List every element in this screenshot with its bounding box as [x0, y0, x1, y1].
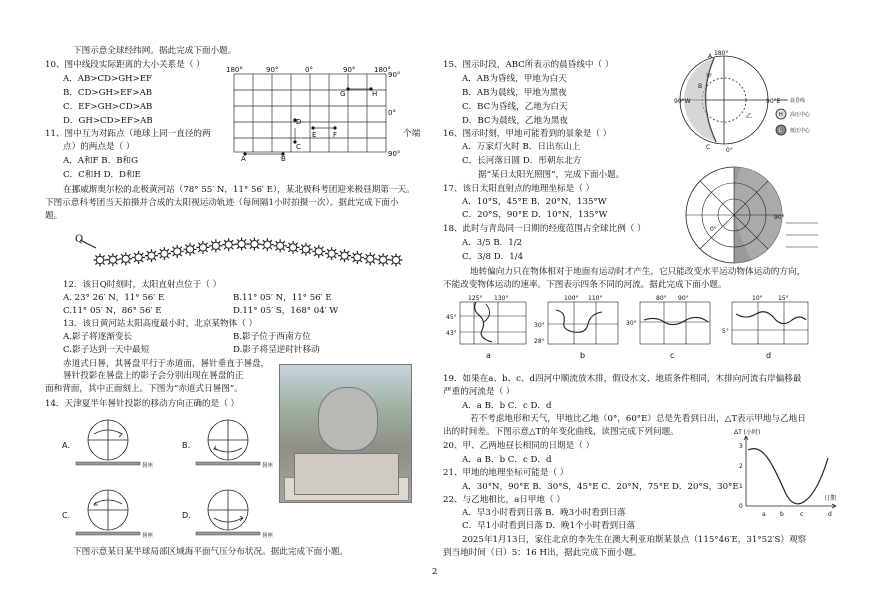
sun-icon: [94, 254, 107, 267]
sun-icon: [390, 254, 403, 267]
q16-options-2: C．长河落日圆 D．彤朝东北方: [462, 156, 582, 166]
river-a-mark: 43°: [446, 330, 457, 337]
river-a-mark: 130°: [494, 295, 509, 302]
page-number: 2: [432, 567, 438, 577]
beijing-intro-2: 到当地时间（日）5：16 H出，据此完成下面小题。: [443, 548, 642, 558]
q12-option-c: C.11° 05′ N，86° 56′ E: [63, 306, 162, 316]
grid-point-label: F: [333, 131, 338, 139]
globe-terminator-figure: [676, 48, 836, 158]
river-c-mark: 90°: [678, 295, 689, 302]
q22-stem: 22、与乙地相比，a日甲地（ ）: [443, 495, 565, 505]
grid-point-label: H: [372, 90, 378, 98]
sun-icon: [184, 243, 197, 256]
river-b-mark: 110°: [588, 295, 603, 302]
sun-icon: [209, 239, 222, 252]
sun-icon: [325, 247, 338, 260]
river-d-label: d: [766, 351, 772, 360]
sunrise-intro-1: 若不考虑地形和天气，甲地比乙地（0°，60°E）总是先看到日出，△T表示甲地与乙地日: [470, 414, 806, 424]
delta-t-xlabel: 日期: [824, 495, 837, 502]
polar-illumination-figure: [682, 163, 822, 271]
delta-t-xtick: c: [800, 511, 804, 518]
q19-options: A．a B．b C．c D．d: [462, 401, 552, 411]
grid-point-label: E: [312, 131, 317, 139]
sun-icon: [235, 238, 248, 251]
q15-option-d: D．BC为晨线，乙地为黑夜: [462, 116, 568, 126]
q10-stem: 10、图中线段实际距离的大小关系是（ ）: [45, 60, 205, 70]
river-d-mark: 10°: [752, 295, 763, 302]
sun-icon: [338, 249, 351, 262]
q17-options-2: C．20°S，90°E D．10°N，135°W: [462, 210, 608, 220]
delta-t-ytick: 2: [739, 463, 743, 470]
arctic-intro-2: 下图示意科考团当天拍摄并合成的太阳视运动轨迹（每间隔1小时拍摄一次）。据此完成下面小: [45, 198, 399, 208]
legend-low: 低压中心: [790, 128, 811, 134]
river-d-mark: 15°: [778, 295, 789, 302]
sunrise-intro-2: 出的时间差。下图示意△T的年变化曲线，读图完成下列问题。: [443, 427, 679, 437]
arctic-intro-3: 题。: [45, 211, 63, 221]
q10-option-c: C．EF>GH>CD>AB: [63, 102, 153, 112]
dial-base-label: 晷座: [142, 463, 154, 469]
sun-icon: [248, 238, 261, 251]
sun-icon: [312, 245, 325, 258]
globe-label-left: 90°W: [674, 98, 691, 105]
q20-stem: 20、甲、乙两地昼长相同的日期是（ ）: [443, 441, 595, 451]
delta-t-xtick: d: [828, 511, 832, 518]
river-b-mark: 100°: [564, 295, 579, 302]
sundial-photo: [279, 364, 412, 503]
sun-trajectory-figure: [78, 222, 408, 277]
q13-option-c: C.影子达到一天中最短: [63, 345, 150, 355]
arctic-intro-1: 在挪威斯奥尔松的北极黄河站（78° 55′ N，11° 56′ E），某北极科考团迎来极昼期第一天。: [63, 185, 415, 195]
q13-option-b: B.影子位于西南方位: [233, 332, 311, 342]
sundial-options-figure: [60, 410, 280, 542]
sun-icon: [145, 249, 158, 262]
q15-option-a: A．AB为昏线，甲地为白天: [462, 74, 567, 84]
q16-note: 据“某日太阳光照图”，完成下面小题。: [478, 170, 625, 180]
delta-t-xtick: a: [762, 511, 766, 518]
sun-icon: [377, 253, 390, 266]
dial-base-label: 晷座: [142, 533, 154, 539]
legend-high-mark: H: [779, 112, 783, 118]
polar-label: 0°: [710, 226, 717, 233]
sun-icon: [274, 239, 287, 252]
q19-stem-1: 19．如果在a、b、c、d四河中顺流放木排，假设水文、地质条件相同，木排向河流右岸偏移最: [443, 374, 802, 384]
q17-stem: 17、该日太阳直射点的地理坐标是（ ）: [443, 184, 595, 194]
globe-label-top: 180°: [714, 50, 729, 57]
grid-lat-label: 0°: [388, 109, 396, 117]
q22-options-2: C．早1小时看到日落 D．晚1个小时看到日落: [462, 521, 636, 531]
sun-icon: [196, 241, 209, 254]
globe-point-label: C: [706, 144, 711, 151]
grid-lat-label: 90°: [388, 150, 401, 158]
q18-options-2: C．3/8 D．1/4: [462, 252, 524, 262]
pressure-intro: 下图示意某日某半球局部区域海平面气压分布状况。据此完成下面小题。: [73, 547, 349, 557]
q11-options-2: C．C和H D．D和E: [63, 170, 141, 180]
sun-icon: [171, 245, 184, 258]
q19-stem-2: 严重的河流是（ ）: [443, 387, 515, 397]
river-c-mark: 80°: [656, 295, 667, 302]
q13-option-a: A.影子将逐渐变长: [63, 332, 133, 342]
delta-t-chart: [730, 428, 842, 520]
sun-icon: [119, 252, 132, 265]
delta-t-ytick: 3: [739, 443, 743, 450]
q15-option-b: B．AB为晨线，甲地为黑夜: [462, 88, 567, 98]
river-c-mark: 30°: [626, 320, 637, 327]
dial-option-a-label: A.: [62, 441, 70, 450]
dial-option-c-label: C.: [62, 511, 71, 520]
dial-option-b-label: B.: [182, 441, 191, 450]
q14-stem: 14．天津夏半年晷针投影的移动方向正确的是（ ）: [45, 399, 240, 409]
q11-stem-2: 点）的两点是（ ）: [63, 142, 135, 152]
sun-icon: [261, 238, 274, 251]
q10-option-d: D．GH>CD>EF>AB: [63, 116, 153, 126]
q12-option-a: A. 23° 26′ N，11° 56′ E: [63, 293, 165, 303]
q15-option-c: C．BC为昏线，乙地为白天: [462, 102, 568, 112]
river-b-mark: 30°: [534, 322, 545, 329]
grid-point-label: C: [296, 143, 301, 151]
sun-icon: [106, 253, 119, 266]
grid-lon-label: 180°: [226, 66, 243, 74]
latlong-grid-figure: [226, 62, 401, 162]
legend-terminator: 晨昏线: [790, 98, 806, 104]
grid-point-label: A: [241, 155, 246, 163]
q15-stem: 15、图示时段，ABC所表示的晨昏线中（ ）: [443, 60, 614, 70]
grid-point-label: D: [296, 118, 302, 126]
delta-t-ylabel: ΔT (小时): [734, 429, 761, 436]
river-b-mark: 28°: [534, 338, 545, 345]
q16-options-1: A．万家灯火时 B．日出东山上: [462, 142, 581, 152]
q16-stem: 16、图示时刻，甲地可能看到的景象是（ ）: [443, 129, 612, 139]
rivers-figure: [446, 294, 826, 360]
sun-icon: [158, 247, 171, 260]
dial-base-label: 晷座: [262, 533, 274, 539]
sun-icon: [132, 251, 145, 264]
sundial-intro-1: 赤道式日晷，其晷盘平行于赤道面，晷针垂直于晷盘，晷针投影在晷盘上的影子会分别出现在晷盘的正: [63, 359, 270, 381]
sun-icon: [222, 238, 235, 251]
q12-option-d: D.11° 05′ S，168° 04′ W: [233, 306, 339, 316]
q21-options: A．30°N，90°E B．30°S，45°E C．20°N，75°E D．20°S，30°E: [462, 482, 739, 492]
grid-lon-label: 0°: [305, 66, 313, 74]
grid-lon-label: 90°: [343, 66, 356, 74]
globe-label-right: 90°E: [766, 98, 781, 105]
river-c-label: c: [670, 351, 675, 360]
river-b-label: b: [580, 351, 586, 360]
dial-base-label: 晷座: [262, 463, 274, 469]
q13-stem: 13．该日黄河站太阳高度最小时，北京某物体（ ）: [63, 319, 258, 329]
river-a-mark: 45°: [446, 314, 457, 321]
beijing-intro-1: 2025年1月13日，家住北京的李先生在澳大利亚珀斯某景点（115°46′E，31°52′S）观察: [462, 535, 807, 545]
grid-point-label: B: [281, 155, 286, 163]
sun-icon: [351, 251, 364, 264]
river-a-mark: 125°: [468, 295, 483, 302]
q17-options-1: A．10°S，45°E B．20°N，135°W: [462, 197, 607, 207]
sundial-intro-2: 面和背面，其中正面刻上。下图为“赤道式日晷图”。: [45, 384, 243, 394]
q18-stem: 18、此时与青岛同一日期的经度范围占全球比例（ ）: [443, 224, 646, 234]
globe-point-label: A: [708, 53, 713, 60]
river-a-label: a: [486, 351, 491, 360]
globe-label-bottom: 0°: [726, 147, 733, 154]
sun-icon: [364, 252, 377, 265]
sun-q-label: Q: [75, 234, 84, 245]
sun-icon: [287, 241, 300, 254]
coriolis-intro-1: 地转偏向力只在物体相对于地面有运动时才产生，它只能改变水平运动物体运动的方向，: [470, 267, 806, 277]
delta-t-ytick: 0: [739, 503, 743, 510]
q22-options-1: A．早3小时看到日落 B．晚3小时看到日落: [462, 508, 626, 518]
grid-point-label: G: [340, 90, 346, 98]
sun-icon: [299, 243, 312, 256]
q10-option-a: A．AB>CD>GH>EF: [63, 74, 152, 84]
legend-high: 高压中心: [790, 112, 811, 118]
delta-t-ytick: 1: [739, 483, 743, 490]
grid-lat-label: 90°: [388, 71, 401, 79]
grid-lon-label: 180°: [374, 66, 391, 74]
q20-options: A．a B．b C．c D．d: [462, 455, 552, 465]
globe-point-label: B: [698, 83, 703, 90]
q12-option-b: B.11° 05′ N，11° 56′ E: [233, 293, 332, 303]
globe-point-label: 乙: [746, 113, 753, 120]
q11-stem: 11、图中互为对跖点（地球上同一直径的两: [45, 129, 211, 139]
dial-option-d-label: D.: [182, 511, 191, 520]
polar-label: 90°: [774, 214, 785, 221]
q21-stem: 21、甲地的地理坐标可能是（ ）: [443, 468, 569, 478]
q11-stem-right: 个端: [403, 129, 421, 139]
grid-lon-label: 90°: [266, 66, 279, 74]
legend-low-mark: L: [779, 128, 782, 134]
q12-stem: 12．该日Q时刻时，太阳直射点位于（ ）: [63, 280, 222, 290]
q10-option-b: B．CD>GH>EF>AB: [63, 88, 153, 98]
q11-options-1: A．A和F B．B和G: [63, 156, 138, 166]
coriolis-intro-2: 不能改变物体运动的速率。下图表示四条不同的河流。据此完成下面小题。: [443, 280, 727, 290]
q18-options-1: A．3/5 B．1/2: [462, 238, 523, 248]
river-d-mark: 5°: [722, 328, 729, 335]
globe-point-label: 甲: [706, 73, 713, 80]
delta-t-xtick: b: [780, 511, 784, 518]
grid-intro: 下图示意全球经纬网。据此完成下面小题。: [73, 46, 237, 56]
q13-option-d: D.影子将呈逆时针移动: [233, 345, 320, 355]
